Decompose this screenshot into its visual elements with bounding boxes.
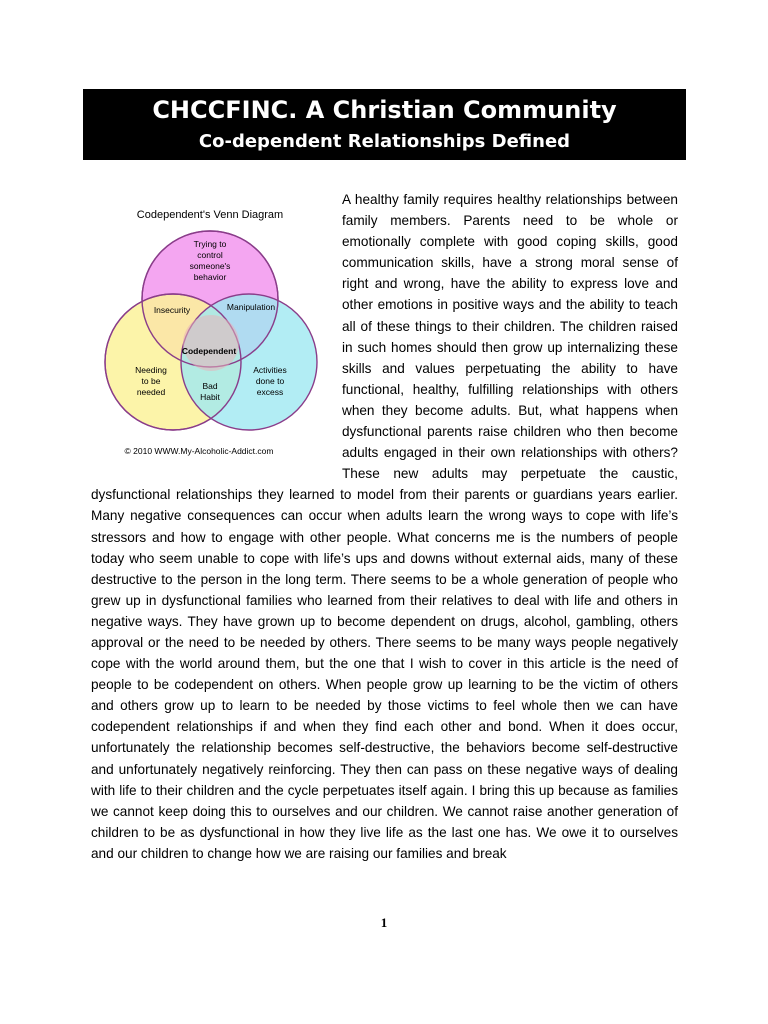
venn-label-excess-3: excess: [256, 387, 284, 397]
venn-label-insecurity: Insecurity: [153, 305, 191, 315]
venn-label-control-4: behavior: [193, 272, 227, 282]
venn-label-excess-2: done to: [255, 376, 285, 386]
body-paragraph: A healthy family requires healthy relationships between family members. Parents need to be whole or emotionally complete with good coping skills, good communication skills, have a strong moral sense of right and wrong, have the ability to express love and other emotions in positive ways and the ability to teach all of these things to their children. The children raised in such homes should then grow up internalizing these skills and values perpetuating the ability to have functional, healthy, fulfilling relationships with others when they become adults. But, what happens when dysfunctional parents raise children who then become adults engaged in their own relationships with others? These new adults may perpetuate the caustic, dysfunctional relationships they learned to model from their parents or guardians years earlier. Many negative consequences can occur when adults learn the wrong ways to cope with life’s stressors and how to engage with other people. What concerns me is the numbers of people today who seem unable to cope with life’s ups and downs without external aids, many of these destructive to the person in the long term. There seems to be a whole generation of people who grew up in dysfunctional families who learned from their relatives to deal with life and others in negative ways. They have grown up to become dependent on drugs, alcohol, gambling, others approval or the need to be needed by others. There seems to be many ways people negatively cope with the world around them, but the one that I wish to cover in this article is the need of people to be codependent on others. When people grow up learning to be the victim of others and others grow up to learn to be needed by those victims to feel whole then we can have codependent relationships if and when they find each other and bond. When it does occur, unfortunately the relationship becomes self-destructive, the behaviors become self-destructive and unfortunately negatively reinforcing. They then can pass on these negative ways of dealing with life to their children and the cycle perpetuates itself again. I bring this up because as families we cannot keep doing this to ourselves and our children. We cannot raise another generation of children to be as dysfunctional in how they live life as the last one has. We owe it to ourselves and our children to change how we are raising our families and break: [91, 192, 678, 861]
venn-label-excess-1: Activities: [253, 365, 287, 375]
venn-label-badhabit-2: Habit: [200, 392, 220, 402]
document-title: CHCCFINC. A Christian Community: [152, 96, 617, 124]
title-banner: [83, 89, 686, 160]
venn-title: Codependent's Venn Diagram: [136, 209, 284, 221]
venn-label-badhabit-1: Bad: [202, 381, 218, 391]
venn-label-control-2: control: [197, 250, 223, 260]
page-number: 1: [380, 915, 388, 930]
venn-label-control-3: someone's: [189, 261, 231, 271]
venn-label-needed-2: to be: [141, 376, 161, 386]
document-subtitle: Co-dependent Relationships Defined: [198, 131, 571, 152]
venn-label-manipulation: Manipulation: [226, 302, 276, 312]
venn-label-needed-3: needed: [136, 387, 166, 397]
venn-label-codependent: Codependent: [181, 346, 237, 356]
body-text: [91, 189, 678, 864]
venn-label-needed-1: Needing: [135, 365, 167, 375]
figure-wrap-space: [91, 189, 342, 465]
venn-credit: © 2010 WWW.My-Alcoholic-Addict.com: [124, 446, 274, 456]
venn-label-control-1: Trying to: [193, 239, 227, 249]
